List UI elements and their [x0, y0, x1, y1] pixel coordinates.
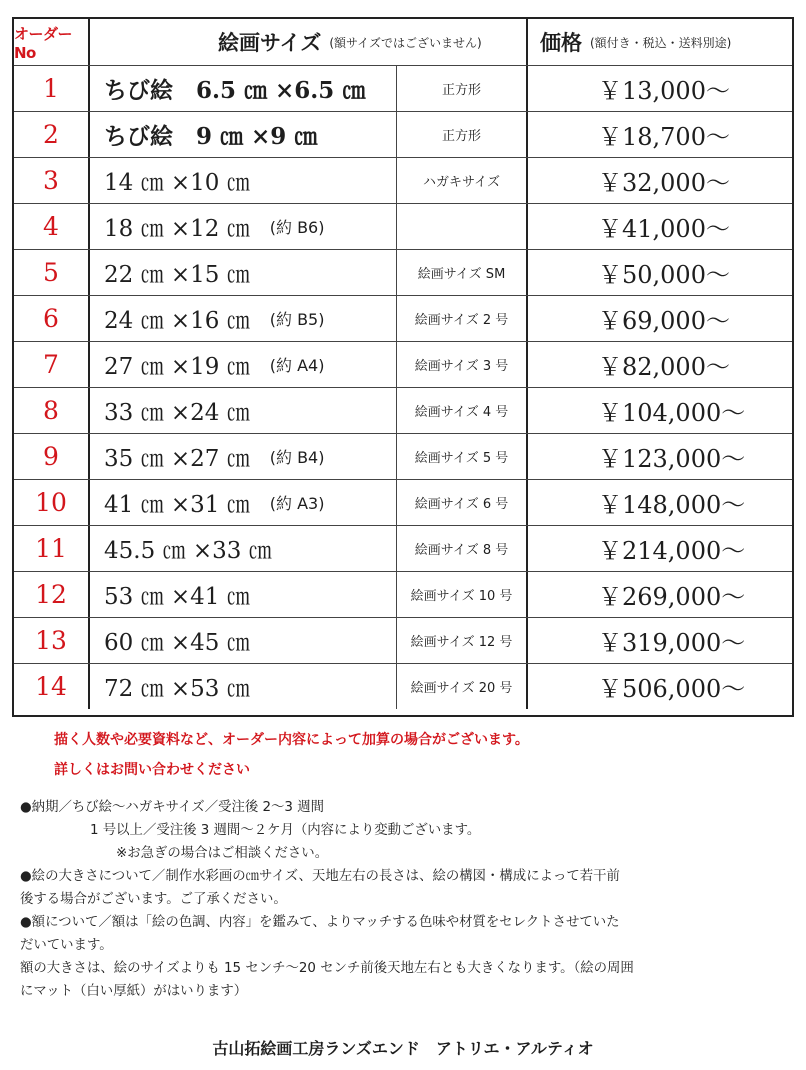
red-notice: [54, 729, 529, 789]
painting-size: 14 ㎝ ×10 ㎝: [104, 170, 250, 196]
header-order-no: オーダーNo: [14, 24, 73, 62]
table-row: [14, 249, 792, 295]
notice-line: 描く人数や必要資料など、オーダー内容によって加算の場合がございます。: [54, 732, 529, 748]
size-note: 後する場合がございます。ご了承ください。: [20, 892, 287, 907]
approx-paper-size: (約 B6): [269, 218, 325, 237]
order-number: 9: [43, 442, 59, 471]
order-number: 2: [43, 120, 59, 149]
approx-paper-size: (約 A4): [269, 356, 325, 375]
price-value: ￥32,000〜: [598, 169, 730, 197]
painting-size: ちび絵 9 ㎝ ×9 ㎝: [104, 123, 318, 150]
order-number: 4: [43, 212, 59, 241]
order-number: 3: [43, 166, 59, 195]
table-header: [14, 19, 792, 65]
price-value: ￥18,700〜: [598, 123, 730, 151]
painting-size: 24 ㎝ ×16 ㎝: [104, 308, 250, 334]
painting-size: 27 ㎝ ×19 ㎝: [104, 354, 250, 380]
painting-size: 72 ㎝ ×53 ㎝: [104, 676, 250, 702]
price-value: ￥50,000〜: [598, 261, 730, 289]
size-label: ハガキサイズ: [423, 175, 500, 190]
table-row: [14, 525, 792, 571]
approx-paper-size: (約 A3): [269, 494, 325, 513]
painting-size: 60 ㎝ ×45 ㎝: [104, 630, 250, 656]
painting-size: 22 ㎝ ×15 ㎝: [104, 262, 250, 288]
price-value: ￥506,000〜: [598, 675, 746, 703]
size-label: 絵画サイズ 6 号: [414, 497, 509, 512]
order-number: 14: [35, 672, 67, 701]
size-label: 絵画サイズ 2 号: [414, 313, 509, 328]
order-number: 10: [35, 488, 67, 517]
price-table: [12, 17, 794, 717]
frame-note: にマット（白い厚紙）がはいります）: [20, 984, 248, 999]
price-value: ￥69,000〜: [598, 307, 730, 335]
price-value: ￥269,000〜: [598, 583, 746, 611]
size-label: 絵画サイズ 12 号: [410, 635, 513, 650]
size-label: 絵画サイズ 8 号: [414, 543, 509, 558]
table-row: [14, 203, 792, 249]
size-label: 絵画サイズ 3 号: [414, 359, 509, 374]
notice-line: 詳しくはお問い合わせください: [54, 762, 250, 778]
price-value: ￥319,000〜: [598, 629, 746, 657]
table-row: [14, 65, 792, 111]
painting-size: ちび絵 6.5 ㎝ ×6.5 ㎝: [104, 77, 366, 104]
order-number: 11: [35, 534, 67, 563]
order-number: 8: [43, 396, 59, 425]
size-label: 絵画サイズ 20 号: [410, 681, 513, 696]
frame-note: ●額について／額は「絵の色調、内容」を鑑みて、よりマッチする色味や材質をセレクトさせていた: [20, 915, 620, 930]
table-row: [14, 387, 792, 433]
size-note: ●絵の大きさについて／制作水彩画の㎝サイズ、天地左右の長さは、絵の構図・構成によって若干前: [20, 869, 620, 884]
order-number: 13: [35, 626, 67, 655]
notes-section: [20, 796, 792, 1003]
size-label: 正方形: [441, 83, 481, 98]
table-row: [14, 663, 792, 709]
delivery-note: ※お急ぎの場合はご相談ください。: [116, 846, 329, 861]
table-row: [14, 617, 792, 663]
painting-size: 18 ㎝ ×12 ㎝: [104, 216, 250, 242]
painting-size: 35 ㎝ ×27 ㎝: [104, 446, 250, 472]
size-label: 絵画サイズ 10 号: [410, 589, 513, 604]
frame-note: 額の大きさは、絵のサイズよりも 15 センチ〜20 センチ前後天地左右とも大きくなります。（絵の周囲: [20, 961, 634, 976]
price-value: ￥13,000〜: [598, 77, 730, 105]
painting-size: 45.5 ㎝ ×33 ㎝: [104, 538, 272, 564]
size-label: 絵画サイズ 5 号: [414, 451, 509, 466]
frame-note: だいています。: [20, 938, 113, 953]
order-number: 12: [35, 580, 67, 609]
header-price: 価格: [540, 31, 582, 55]
table-row: [14, 479, 792, 525]
header-size: 絵画サイズ: [218, 31, 322, 55]
table-row: [14, 341, 792, 387]
size-label: 絵画サイズ SM: [417, 267, 506, 282]
order-number: 7: [43, 350, 59, 379]
painting-size: 53 ㎝ ×41 ㎝: [104, 584, 250, 610]
approx-paper-size: (約 B4): [269, 448, 325, 467]
price-value: ￥82,000〜: [598, 353, 730, 381]
table-row: [14, 433, 792, 479]
size-label: 絵画サイズ 4 号: [414, 405, 509, 420]
painting-size: 33 ㎝ ×24 ㎝: [104, 400, 250, 426]
table-row: [14, 157, 792, 203]
order-number: 1: [43, 74, 59, 103]
order-number: 5: [43, 258, 59, 287]
approx-paper-size: (約 B5): [269, 310, 325, 329]
table-row: [14, 295, 792, 341]
delivery-note: 1 号以上／受注後 3 週間〜２ケ月（内容により変動ございます。: [90, 823, 481, 838]
price-value: ￥104,000〜: [598, 399, 746, 427]
price-value: ￥41,000〜: [598, 215, 730, 243]
header-price-note: (額付き・税込・送料別途): [590, 35, 732, 50]
price-value: ￥214,000〜: [598, 537, 746, 565]
delivery-note: ●納期／ちび絵〜ハガキサイズ／受注後 2〜3 週間: [20, 800, 324, 815]
price-value: ￥123,000〜: [598, 445, 746, 473]
table-row: [14, 571, 792, 617]
table-row: [14, 111, 792, 157]
order-number: 6: [43, 304, 59, 333]
price-value: ￥148,000〜: [598, 491, 746, 519]
header-size-note: (額サイズではございません): [329, 35, 482, 50]
size-label: 正方形: [441, 129, 481, 144]
painting-size: 41 ㎝ ×31 ㎝: [104, 492, 250, 518]
studio-name: 古山拓絵画工房ランズエンド アトリエ・アルティオ: [212, 1039, 594, 1058]
